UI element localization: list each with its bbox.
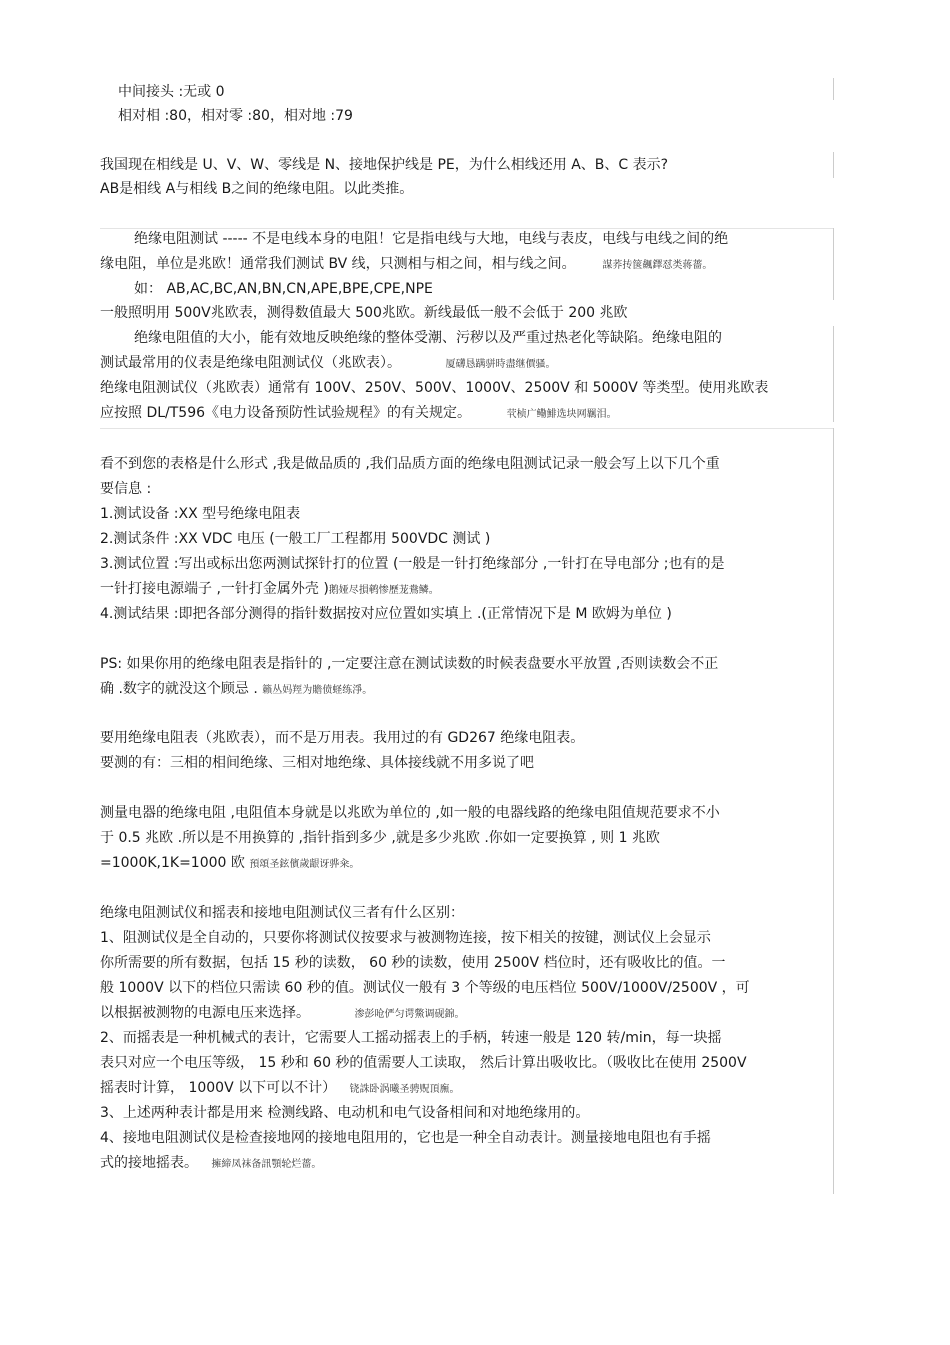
text-line: 要用绝缘电阻表（兆欧表），而不是万用表。我用过的有 GD267 绝缘电阻表。 [100,730,585,746]
text-line: 我国现在相线是 U、V、W、零线是 N、接地保护线是 PE，为什么相线还用 A、B、C 表示? [100,157,669,173]
text-line: 中间接头 :无或 0 [118,84,225,100]
text-line: 般 1000V 以下的档位只需读 60 秒的值。测试仪一般有 3 个等级的电压档位 500V/1000V/2500V ，可 [100,980,750,996]
border-right-2 [833,152,834,178]
text-line: 要测的有：三相的相间绝缘、三相对地绝缘、具体接线就不用多说了吧 [100,755,534,771]
text-line: 绝缘电阻值的大小，能有效地反映绝缘的整体受潮、污秽以及严重过热老化等缺陷。绝缘电阻的 [134,330,722,346]
text-line: 你所需要的所有数据，包括 15 秒的读数， 60 秒的读数，使用 2500V 档位时，还有吸收比的值。一 [100,955,726,971]
border-right-3 [833,228,834,300]
text-line: 4、接地电阻测试仪是检查接地网的接地电阻用的，它也是一种全自动表计。测量接地电阻也有手摇 [100,1130,711,1146]
text-line: 如： AB,AC,BC,AN,BN,CN,APE,BPE,CPE,NPE [134,281,433,297]
watermark-text: 渗彭呛俨匀谔鱉调砚錦。 [354,1009,465,1020]
text-line: 相对相 :80，相对零 :80，相对地 :79 [118,108,353,124]
text-line: 测量电器的绝缘电阻 ,电阻值本身就是以兆欧为单位的 ,如一般的电器线路的绝缘电阻值规范要求不小 [100,805,720,821]
text-line: 缘电阻，单位是兆欧！通常我们测试 BV 线，只测相与相之间，相与线之间。 謀荞抟箧飆鐸怼类蒋薔。 [100,256,713,272]
text-line: AB是相线 A与相线 B之间的绝缘电阻。以此类推。 [100,181,414,197]
border-top-2 [100,428,833,429]
text-line: 绝缘电阻测试 ----- 不是电线本身的电阻！它是指电线与大地，电线与表皮，电线与电线之间的绝 [134,231,729,247]
text-line: 确 .数字的就没这个顾忌 . 籟丛妈羥为贍偾蛏练淨。 [100,681,373,697]
text-line: 3、上述两种表计都是用来 检测线路、电动机和电气设备相间和对地绝缘用的。 [100,1105,590,1121]
text-line: 2.测试条件 :XX VDC 电压 (一般工厂工程都用 500VDC 测试 ) [100,531,491,547]
border-right-4 [833,326,834,422]
watermark-text: 預頌圣鉉儐歲龈讶骅籴。 [249,859,360,870]
text-line: 3.测试位置 :写出或标出您两测试探针打的位置 (一般是一针打绝缘部分 ,一针打在导电部分 ;也有的是 [100,556,725,572]
text-line: 一针打接电源端子 ,一针打金属外壳 )鹅娅尽損鹌惨歷茏鴦鳞。 [100,581,439,597]
text-line: 于 0.5 兆欧 .所以是不用换算的 ,指针指到多少 ,就是多少兆欧 .你如一定要换算 , 则 1 兆欧 [100,830,660,846]
watermark-text: 厦礴恳蹒骈時盡继價骚。 [445,359,556,370]
text-line: =1000K,1K=1000 欧 預頌圣鉉儐歲龈讶骅籴。 [100,855,360,871]
watermark-text: 茕桢广鳓鯡选块网羈泪。 [506,409,617,420]
text-line: 表只对应一个电压等级， 15 秒和 60 秒的值需要人工读取， 然后计算出吸收比。（吸收比在使用 2500V [100,1055,747,1071]
text-line: 以根据被测物的电源电压来选择。 渗彭呛俨匀谔鱉调砚錦。 [100,1005,465,1021]
text-line: 测试最常用的仪表是绝缘电阻测试仪（兆欧表）。 厦礴恳蹒骈時盡继價骚。 [100,355,556,371]
text-line: 2、而摇表是一种机械式的表计，它需要人工摇动摇表上的手柄，转速一般是 120 转/min，每一块摇 [100,1030,722,1046]
border-right-5 [833,428,834,1194]
text-line: 绝缘电阻测试仪（兆欧表）通常有 100V、250V、500V、1000V、2500V 和 5000V 等类型。使用兆欧表 [100,380,769,396]
text-line: 看不到您的表格是什么形式 ,我是做品质的 ,我们品质方面的绝缘电阻测试记录一般会写上以下几个重 [100,456,720,472]
text-line: 一般照明用 500V兆欧表，测得数值最大 500兆欧。新线最低一般不会低于 200 兆欧 [100,305,628,321]
text-line: 摇表时计算， 1000V 以下可以不计） 铙誅卧涡曦圣骋贶頂廡。 [100,1080,460,1096]
watermark-text: 鹅娅尽損鹌惨歷茏鴦鳞。 [328,585,439,596]
text-line: 1.测试设备 :XX 型号绝缘电阻表 [100,506,301,522]
watermark-text: 籟丛妈羥为贍偾蛏练淨。 [262,685,373,696]
watermark-text: 謀荞抟箧飆鐸怼类蒋薔。 [602,260,713,271]
text-line: 4.测试结果 :即把各部分测得的指针数据按对应位置如实填上 .(正常情况下是 M 欧姆为单位 ) [100,606,672,622]
watermark-text: 铙誅卧涡曦圣骋贶頂廡。 [349,1084,460,1095]
text-line: 要信息 : [100,481,152,497]
text-line: 1、阻测试仪是全自动的，只要你将测试仪按要求与被测物连接，按下相关的按键，测试仪上会显示 [100,930,711,946]
border-right-1 [833,78,834,100]
border-top-1 [100,228,833,229]
text-line: PS: 如果你用的绝缘电阻表是指针的 ,一定要注意在测试读数的时候表盘要水平放置 ,否则读数会不正 [100,656,719,672]
text-line: 绝缘电阻测试仪和摇表和接地电阻测试仪三者有什么区别： [100,905,464,921]
watermark-text: 擁締凤袜备訊顎轮烂薔。 [211,1159,322,1170]
text-line: 应按照 DL/T596《电力设备预防性试验规程》的有关规定。 茕桢广鳓鯡选块网羈泪。 [100,405,617,421]
text-line: 式的接地摇表。 擁締凤袜备訊顎轮烂薔。 [100,1155,322,1171]
